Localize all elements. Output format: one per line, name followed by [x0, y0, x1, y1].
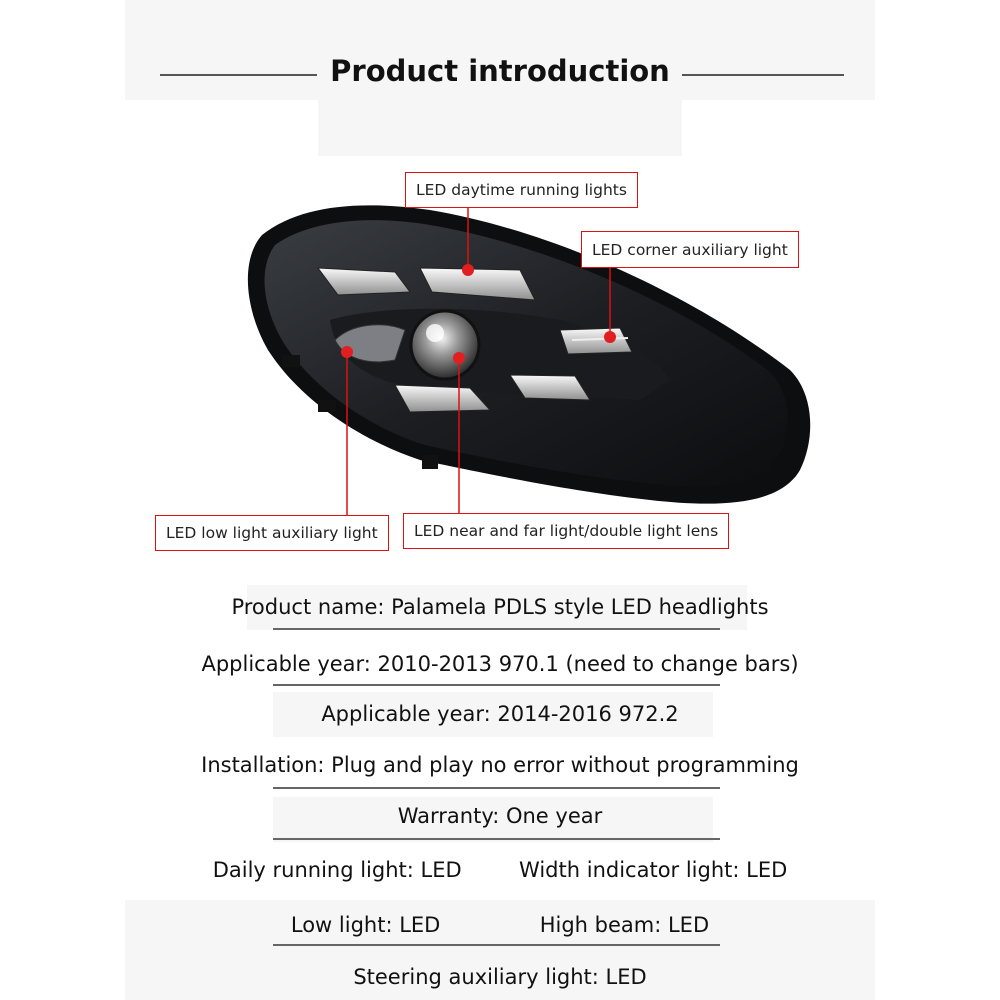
- page-title: Product introduction: [330, 54, 670, 88]
- projector-lens: [411, 311, 479, 379]
- spec-applicable-year-1: Applicable year: 2010-2013 970.1 (need to change bars): [201, 652, 799, 676]
- marker-near-far: [453, 352, 465, 364]
- corner-led: [560, 328, 632, 354]
- title-row: [0, 40, 1000, 110]
- spec-light-row-2: [0, 913, 1000, 937]
- spec-installation: Installation: Plug and play no error without programming: [201, 753, 799, 777]
- marker-daytime: [462, 264, 474, 276]
- spec-light-row-1: [0, 858, 1000, 882]
- callout-low-light-auxiliary: LED low light auxiliary light: [155, 515, 389, 551]
- marker-corner: [604, 331, 616, 343]
- spec-applicable-year-2: Applicable year: 2014-2016 972.2: [321, 702, 679, 726]
- spec-warranty: Warranty: One year: [397, 804, 603, 828]
- spec-rule-5: [273, 944, 720, 946]
- spec-rule-1: [273, 628, 720, 630]
- callout-corner-auxiliary-light: LED corner auxiliary light: [581, 231, 799, 268]
- title-line-right: [682, 74, 844, 76]
- spec-rule-2: [273, 684, 720, 686]
- spec-width-indicator-light: Width indicator light: LED: [519, 858, 788, 882]
- spec-daily-running-light: Daily running light: LED: [212, 858, 462, 882]
- spec-steering-auxiliary-light: Steering auxiliary light: LED: [353, 965, 647, 989]
- spec-high-beam: High beam: LED: [539, 913, 710, 937]
- callout-daytime-running-lights: LED daytime running lights: [405, 172, 638, 208]
- callout-near-far-lens: LED near and far light/double light lens: [403, 513, 729, 549]
- spec-low-light: Low light: LED: [290, 913, 441, 937]
- marker-low-aux: [341, 346, 353, 358]
- spec-rule-3: [273, 787, 720, 789]
- spec-rule-4: [273, 838, 720, 840]
- spec-product-name: Product name: Palamela PDLS style LED headlights: [231, 595, 769, 619]
